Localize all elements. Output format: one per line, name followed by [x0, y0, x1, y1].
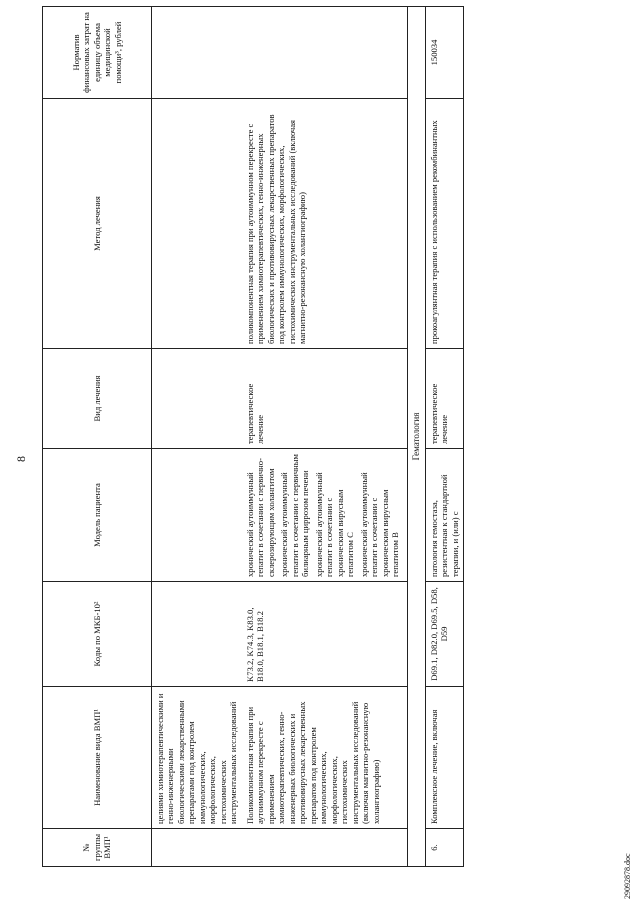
table-row: [152, 7, 242, 867]
autoimmune-type: терапевтическое лечение: [242, 349, 407, 449]
header-model: Модель пациента: [43, 449, 152, 582]
continuation-cell: целиями химиотерапевтическими и генно-инженерными биологическими лекарственными препаратами под контролем иммунологических, морфологических, гистохимических инструментальных исследований: [152, 687, 242, 829]
autoimmune-models: [242, 449, 407, 582]
row6-type: терапевтическое лечение: [425, 349, 463, 449]
header-group: № группы ВМП¹: [43, 829, 152, 867]
model-item: хронический аутоиммунный гепатит в сочетании с первично-склерозирующим холангитом: [244, 458, 276, 577]
table-header-row: [43, 7, 152, 867]
row6-model: патология гемостаза, резистентная к стандартной терапии, и (или) с: [425, 449, 463, 582]
row6-codes: D69.1, D82.0, D69.5, D58, D59: [425, 582, 463, 687]
header-method: Метод лечения: [43, 99, 152, 349]
autoimmune-method: поликомпонентная терапия при аутоиммунном перекресте с применением химиотерапевтических, генно-инженерных биологических и противовирусных лекарственных препаратов под контролем иммунологических, морфологических, гистохимических инструментальных исследований (включая магнитно-резонансную холангиографию): [242, 99, 407, 349]
model-item: хронический аутоиммунный гепатит в сочетании с хроническим вирусным гепатитом C: [313, 472, 356, 577]
model-item: хронический аутоиммунный гепатит в сочетании с хроническим вирусным гепатитом B: [358, 472, 401, 577]
table-row: [425, 7, 463, 867]
model-item: хронический аутоиммунный гепатит в сочетании с первичным билиарным циррозом печени: [279, 454, 311, 577]
table-row: [242, 7, 407, 867]
row6-group: 6.: [425, 829, 463, 867]
page-number: 8: [14, 456, 28, 462]
treatment-table: [42, 6, 464, 867]
autoimmune-codes: K73.2, K74.3, K83.0, B18.0, B18.1, B18.2: [242, 582, 407, 687]
row6-name: Комплексное лечение, включая: [425, 687, 463, 829]
section-title: Гематология: [407, 7, 425, 867]
header-cost: Норматив финансовых затрат на единицу объема медицинской помощи³, рублей: [43, 7, 152, 99]
row6-method: прокоагулянтная терапия с использованием рекомбинантных: [425, 99, 463, 349]
file-footer: 29092878.doc: [623, 853, 632, 899]
row6-cost: 150034: [425, 7, 463, 99]
header-name: Наименование вида ВМП¹: [43, 687, 152, 829]
section-row: [407, 7, 425, 867]
header-type: Вид лечения: [43, 349, 152, 449]
header-codes: Коды по МКБ-10²: [43, 582, 152, 687]
autoimmune-name: Поликомпонентная терапия при аутоиммунном перекресте с применением химиотерапевтических, генно-инженерных биологических и противовирусных лекарственных препаратов под контролем иммунологических, морфологических, гистохимических инструментальных исследований (включая магнитно-резонансную холангиографию): [242, 687, 407, 829]
